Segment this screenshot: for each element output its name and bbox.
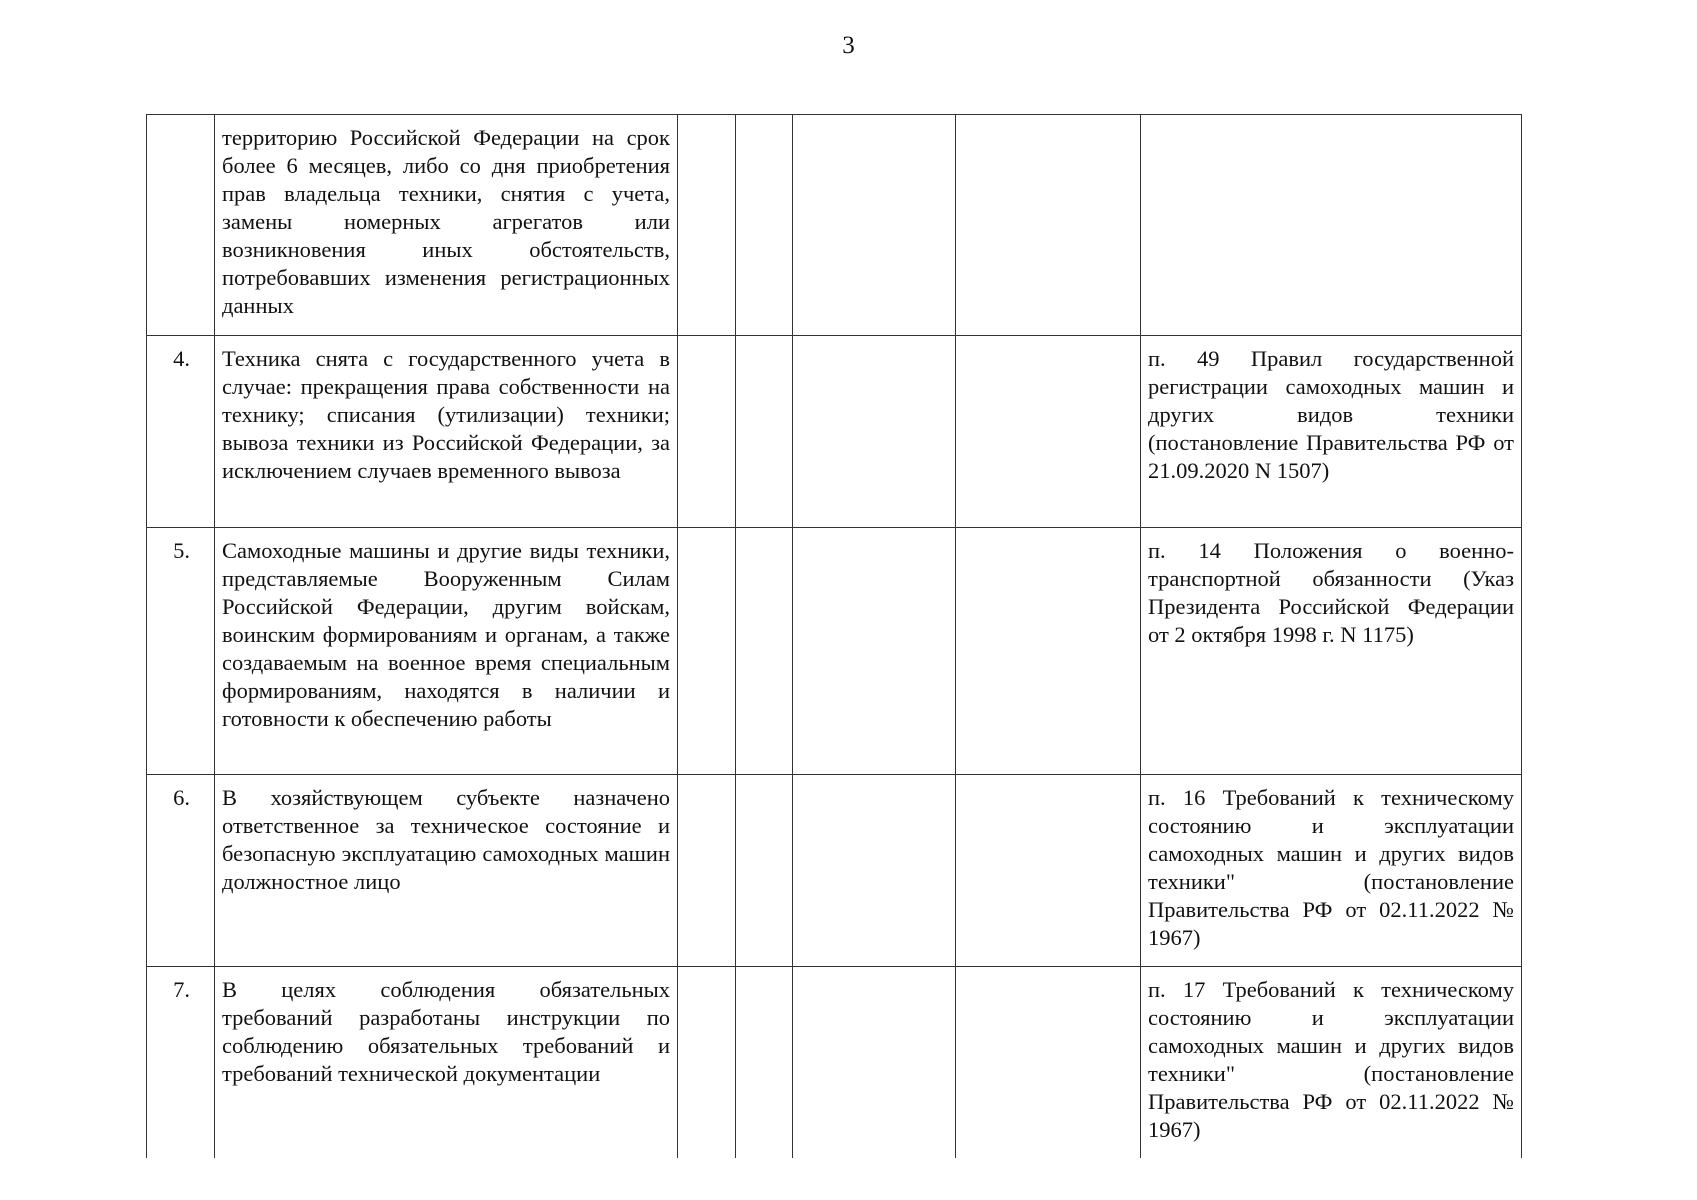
- legal-reference: п. 49 Правил государственной регистрации самоходных машин и других видов техники (постановление Правительства РФ от 21.09.2020 N 1507): [1141, 336, 1522, 528]
- row-number: 6.: [147, 775, 215, 967]
- legal-reference: [1141, 115, 1522, 336]
- answer-cell-yes: [678, 528, 736, 775]
- requirement-text: Самоходные машины и другие виды техники, представляемые Вооруженным Силам Российской Федерации, другим войскам, воинским формированиям и органам, а также создаваемым на военное время специальным формированиям, находятся в наличии и готовности к обеспечению работы: [215, 528, 678, 775]
- requirement-text: территорию Российской Федерации на срок более 6 месяцев, либо со дня приобретения прав владельца техники, снятия с учета, замены номерных агрегатов или возникновения иных обстоятельств, потребовавших изменения регистрационных данных: [215, 115, 678, 336]
- table-row: [147, 967, 1522, 1158]
- row-number: [147, 115, 215, 336]
- table-row: [147, 775, 1522, 967]
- answer-cell-yes: [678, 967, 736, 1158]
- answer-cell-not-applicable: [793, 115, 956, 336]
- requirement-text: В хозяйствующем субъекте назначено ответственное за техническое состояние и безопасную эксплуатацию самоходных машин должностное лицо: [215, 775, 678, 967]
- answer-cell-no: [736, 336, 793, 528]
- requirement-text: Техника снята с государственного учета в случае: прекращения права собственности на технику; списания (утилизации) техники; вывоза техники из Российской Федерации, за исключением случаев временного вывоза: [215, 336, 678, 528]
- legal-reference: п. 16 Требований к техническому состоянию и эксплуатации самоходных машин и других видов техники" (постановление Правительства РФ от 02.11.2022 № 1967): [1141, 775, 1522, 967]
- row-number: 5.: [147, 528, 215, 775]
- answer-cell-not-applicable: [793, 528, 956, 775]
- answer-cell-not-applicable: [793, 967, 956, 1158]
- answer-cell-not-applicable: [793, 336, 956, 528]
- answer-cell-note: [956, 336, 1141, 528]
- row-number: 7.: [147, 967, 215, 1158]
- answer-cell-note: [956, 775, 1141, 967]
- page-number: 3: [842, 32, 855, 59]
- legal-reference: п. 17 Требований к техническому состоянию и эксплуатации самоходных машин и других видов техники" (постановление Правительства РФ от 02.11.2022 № 1967): [1141, 967, 1522, 1158]
- answer-cell-no: [736, 528, 793, 775]
- answer-cell-not-applicable: [793, 775, 956, 967]
- table-row: [147, 528, 1522, 775]
- answer-cell-yes: [678, 115, 736, 336]
- answer-cell-yes: [678, 336, 736, 528]
- answer-cell-no: [736, 967, 793, 1158]
- legal-reference: п. 14 Положения о военно-транспортной обязанности (Указ Президента Российской Федерации от 2 октября 1998 г. N 1175): [1141, 528, 1522, 775]
- row-number: 4.: [147, 336, 215, 528]
- answer-cell-note: [956, 967, 1141, 1158]
- table-row: [147, 336, 1522, 528]
- answer-cell-note: [956, 115, 1141, 336]
- checklist-table: [146, 114, 1522, 1158]
- answer-cell-yes: [678, 775, 736, 967]
- table-row: [147, 115, 1522, 336]
- answer-cell-note: [956, 528, 1141, 775]
- answer-cell-no: [736, 115, 793, 336]
- answer-cell-no: [736, 775, 793, 967]
- requirement-text: В целях соблюдения обязательных требований разработаны инструкции по соблюдению обязательных требований и требований технической документации: [215, 967, 678, 1158]
